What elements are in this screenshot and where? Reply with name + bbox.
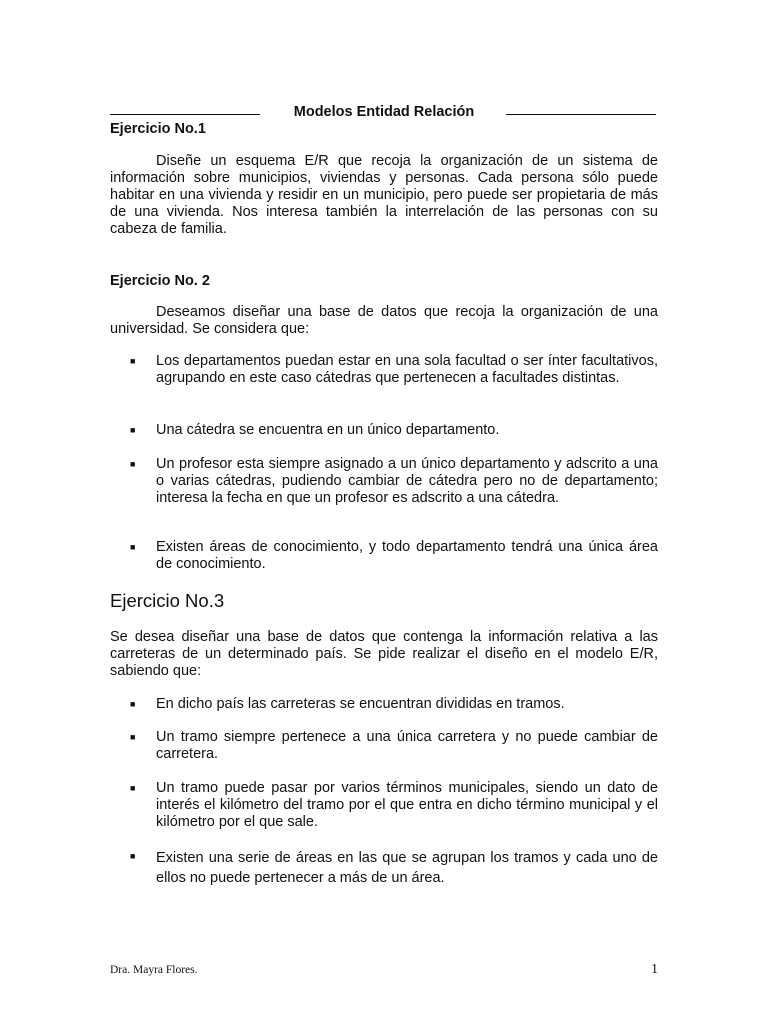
list-item: ■ En dicho país las carreteras se encuentran divididas en tramos.	[130, 696, 565, 712]
exercise-3-paragraph: Se desea diseñar una base de datos que contenga la información relativa a las carreteras de un determinado país. Se pide realizar el diseño en el modelo E/R, sabiendo que:	[110, 629, 658, 679]
page-header	[110, 102, 658, 122]
bullet-icon: ■	[130, 356, 136, 366]
list-item: ■ Una cátedra se encuentra en un único departamento.	[130, 422, 500, 438]
bullet-icon: ■	[130, 783, 136, 793]
list-item: ■ Existen una serie de áreas en las que se agrupan los tramos y cada uno de ellos no puede pertenecer a más de un área.	[130, 850, 658, 886]
bullet-icon: ■	[130, 542, 136, 552]
bullet-icon: ■	[130, 732, 136, 742]
document-page	[110, 0, 658, 1024]
bullet-icon: ■	[130, 425, 136, 435]
exercise-1-paragraph: Diseñe un esquema E/R que recoja la organización de un sistema de información sobre municipios, viviendas y personas. Cada persona sólo puede habitar en una vivienda y residir en un municipio, pero puede ser propietaria de más de una vivienda. Nos interesa también la interrelación de las personas con su cabeza de familia.	[110, 153, 658, 237]
header-rule-right	[506, 114, 656, 115]
bullet-icon: ■	[130, 459, 136, 469]
bullet-icon: ■	[130, 851, 136, 861]
exercise-2-paragraph: Deseamos diseñar una base de datos que recoja la organización de una universidad. Se considera que:	[110, 304, 658, 337]
exercise-1-heading: Ejercicio No.1	[110, 121, 206, 137]
exercise-2-heading: Ejercicio No. 2	[110, 273, 210, 289]
document-title: Modelos Entidad Relación	[293, 104, 475, 120]
footer-page-number: 1	[651, 962, 658, 977]
bullet-icon: ■	[130, 699, 136, 709]
exercise-3-heading: Ejercicio No.3	[110, 590, 225, 611]
footer-author: Dra. Mayra Flores.	[110, 964, 198, 976]
list-item: ■ Los departamentos puedan estar en una sola facultad o ser ínter facultativos, agrupando en este caso cátedras que pertenecen a facultades distintas.	[130, 353, 658, 386]
list-item: ■ Un profesor esta siempre asignado a un único departamento y adscrito a una o varias cátedras, pudiendo cambiar de cátedra pero no de departamento; interesa la fecha en que un profesor es adscrito a una cátedra.	[130, 456, 658, 506]
list-item: ■ Un tramo puede pasar por varios términos municipales, siendo un dato de interés el kilómetro del tramo por el que entra en dicho término municipal y el kilómetro por el que sale.	[130, 780, 658, 830]
list-item: ■ Existen áreas de conocimiento, y todo departamento tendrá una única área de conocimiento.	[130, 539, 658, 572]
list-item: ■ Un tramo siempre pertenece a una única carretera y no puede cambiar de carretera.	[130, 729, 658, 762]
